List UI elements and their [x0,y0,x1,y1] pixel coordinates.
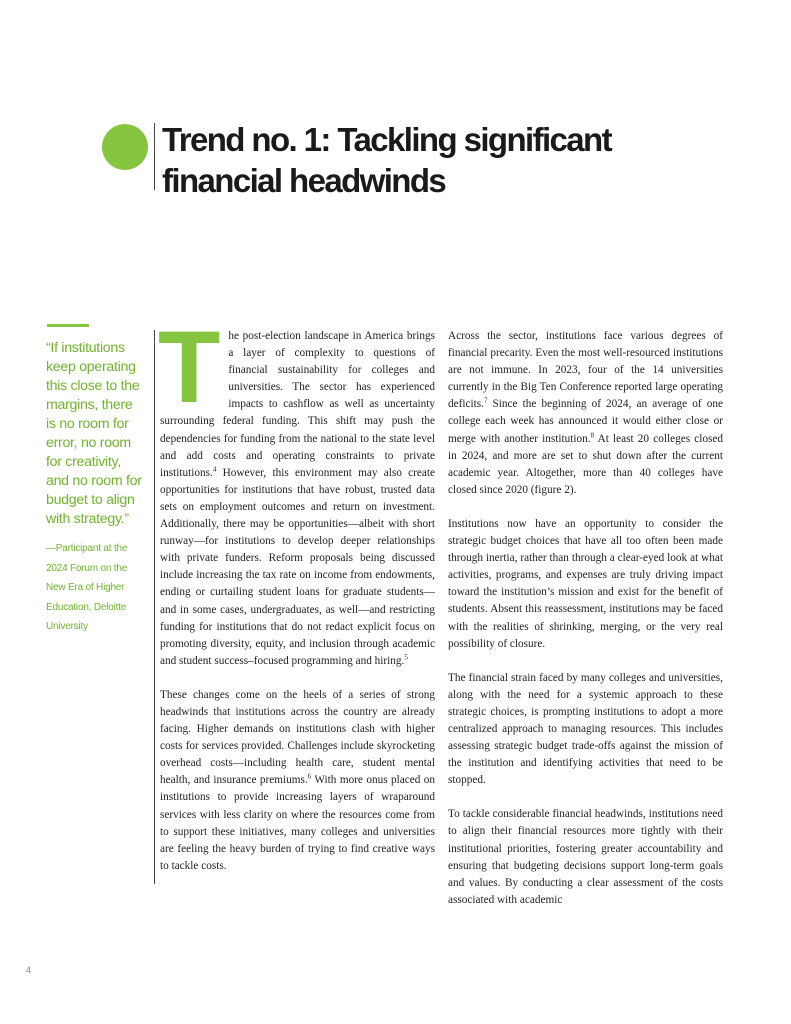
quote-line: keep operating [46,359,136,375]
footnote-ref: 5 [404,653,408,662]
column-divider [154,330,155,884]
quote-line: budget to align [46,492,135,508]
quote-line: “If institutions [46,340,125,356]
footnote-ref: 8 [590,430,595,439]
paragraph-3 [448,328,723,499]
paragraph-6: To tackle considerable financial headwinds, institutions need to align their financial resources more tightly with their institutional priorities, fostering greater accountability and ensuring that budgeting decisions support long-term goals and values. By conducting a clear assessment of the costs associated with academic [448,808,723,906]
paragraph-text: With more onus placed on institutions to provide increasing layers of wraparound services with less clarity on where the resources come from to support these initiatives, many colleges and universities are feeling the heavy burden of trying to find creative ways to tackle costs. [160,774,435,872]
paragraph-4: Institutions now have an opportunity to consider the strategic budget choices that have all too often been made through inertia, rather than through a clear-eyed look at what activities, programs, and expenses are truly driving impact toward the institution’s mission and exist for the benefit of students. Absent this reassessment, institutions may be faced with the realities of shrinking, merging, or the very real possibility of closure. [448,517,723,650]
footnote-ref: 7 [483,396,488,405]
quote-line: is no room for [46,416,129,432]
paragraph-text: he post-election landscape in America brings a layer of complexity to questions of financial sustainability for colleges and universities. The sector has experienced impacts to cashflow as well as uncertainty surrounding federal funding. This shift may push the dependencies for funding from the national to the state level and add costs and operating constraints to private institutions. [160,330,435,479]
attribution-line: New Era of Higher [46,582,125,593]
paragraph-2 [160,687,435,875]
footnote-ref: 6 [307,772,312,781]
drop-cap: T [158,310,221,424]
paragraph-text: Since the beginning of 2024, an average of one college each week has announced it would either close or merge with another institution. [448,398,723,445]
page-title-line-2: financial headwinds [162,162,446,199]
green-circle-icon [102,124,148,170]
quote-line: error, no room [46,435,131,451]
quote-accent-bar [47,324,89,327]
quote-line: margins, there [46,397,133,413]
body-column-left [158,310,435,892]
quote-line: this close to the [46,378,140,394]
page-title [162,119,611,201]
attribution-line: Education, Deloitte [46,601,127,613]
attribution-line: 2024 Forum on the [46,562,128,574]
page-number: 4 [26,965,32,975]
quote-line: for creativity, [46,454,121,470]
paragraph-text: These changes come on the heels of a series of strong headwinds that institutions across the country are already facing. Higher demands on institutions clash with higher costs for services provided. Challenges include skyrocketing overhead costs—including health care, student mental health, and insurance premiums. [160,688,435,787]
quote-line: and no room for [46,473,142,489]
quote-attribution [46,539,150,637]
attribution-line: —Participant at the [46,543,128,554]
page-title-line-1: Trend no. 1: Tackling significant [162,121,611,158]
body-column-right [448,328,723,926]
paragraph-5: The financial strain faced by many colleges and universities, along with the need for a systemic approach to these strategic choices, is prompting institutions to adopt a more centralized approach to managing resources. This includes assessing strategic budget trade-offs against the mission of the institution and identifying activities that need to be stopped. [448,671,723,787]
pull-quote [46,339,150,529]
quote-line: with strategy.” [46,511,129,527]
paragraph-text: Across the sector, institutions face various degrees of financial precarity. Even the most well-resourced institutions are not immune. In 2023, four of the 14 universities currently in the Big Ten Conference reported large operating deficits. [448,330,723,411]
paragraph-1 [158,310,435,670]
paragraph-text: At least 20 colleges closed in 2024, and more are set to shut down after the current academic year. Altogether, more than 40 colleges have closed since 2020 (figure 2). [448,432,723,496]
attribution-line: University [46,621,88,632]
paragraph-text: However, this environment may also create opportunities for institutions that have robust, trusted data sets on employment outcomes and return on investment. Additionally, there may be opportunities—albeit with short runway—for institutions to develop deeper relationships with private funders. Reform proposals being discussed include increasing the tax rate on income from endowments, ending or curtailing student loans for graduate students—and in some cases, undergraduates, as well—and restricting funding for institutions that do not redact explicit focus on promoting diversity, equity, and inclusion through academic and student success–focused programming and hiring. [160,466,435,667]
footnote-ref: 4 [212,465,217,473]
title-divider [154,123,155,190]
